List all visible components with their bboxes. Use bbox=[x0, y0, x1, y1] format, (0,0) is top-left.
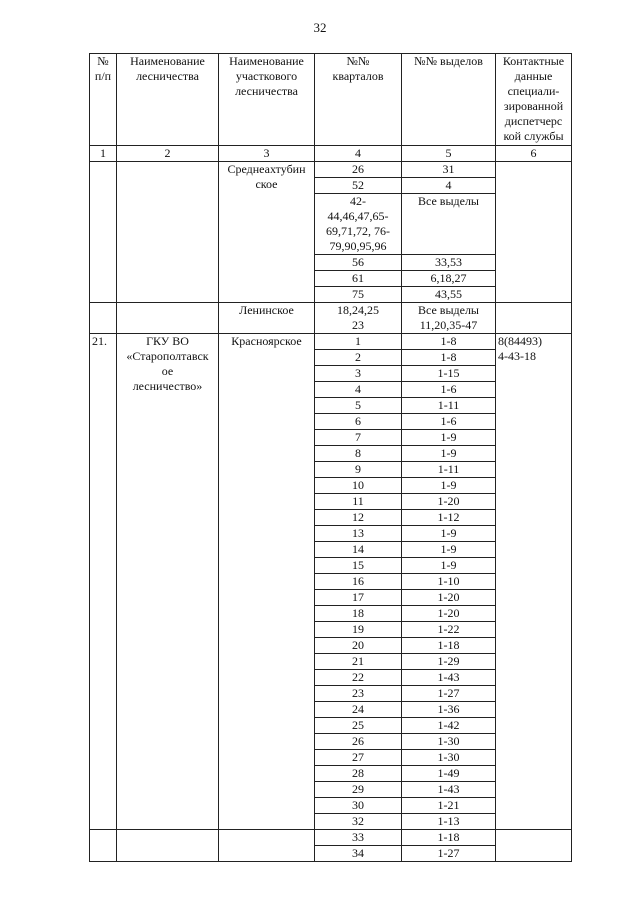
row-number-cell: 21. bbox=[90, 334, 117, 830]
plots-cell: 43,55 bbox=[402, 287, 496, 303]
quarters-cell: 9 bbox=[315, 462, 402, 478]
quarters-cell: 11 bbox=[315, 494, 402, 510]
quarters-cell: 30 bbox=[315, 798, 402, 814]
plots-cell: 1-22 bbox=[402, 622, 496, 638]
plots-cell: 1-27 bbox=[402, 686, 496, 702]
table-row bbox=[90, 334, 572, 350]
quarters-cell: 15 bbox=[315, 558, 402, 574]
forestry-cell: ГКУ ВО «Старополтавск ое лесничество» bbox=[117, 334, 219, 830]
quarters-cell: 25 bbox=[315, 718, 402, 734]
plots-cell: 1-18 bbox=[402, 638, 496, 654]
quarters-cell: 7 bbox=[315, 430, 402, 446]
plots-cell: 1-18 bbox=[402, 830, 496, 846]
quarters-cell: 19 bbox=[315, 622, 402, 638]
quarters-cell: 26 bbox=[315, 162, 402, 178]
quarters-cell: 14 bbox=[315, 542, 402, 558]
forestry-cell bbox=[117, 303, 219, 334]
plots-cell: 1-9 bbox=[402, 542, 496, 558]
forestry-table bbox=[89, 53, 572, 862]
quarters-cell: 4 bbox=[315, 382, 402, 398]
quarters-cell: 17 bbox=[315, 590, 402, 606]
plots-cell: Все выделы 11,20,35-47 bbox=[402, 303, 496, 334]
quarters-cell: 42- 44,46,47,65- 69,71,72, 76- 79,90,95,96 bbox=[315, 194, 402, 255]
quarters-cell: 13 bbox=[315, 526, 402, 542]
plots-cell: 1-20 bbox=[402, 590, 496, 606]
plots-cell: 1-30 bbox=[402, 734, 496, 750]
quarters-cell: 6 bbox=[315, 414, 402, 430]
plots-cell: 1-9 bbox=[402, 478, 496, 494]
contact-cell bbox=[496, 162, 572, 303]
header-cell: Наименование участкового лесничества bbox=[219, 54, 315, 146]
plots-cell: 1-43 bbox=[402, 782, 496, 798]
plots-cell: 1-11 bbox=[402, 398, 496, 414]
plots-cell: 1-8 bbox=[402, 334, 496, 350]
column-number-cell: 5 bbox=[402, 146, 496, 162]
quarters-cell: 10 bbox=[315, 478, 402, 494]
plots-cell: 33,53 bbox=[402, 255, 496, 271]
plots-cell: 1-27 bbox=[402, 846, 496, 862]
quarters-cell: 21 bbox=[315, 654, 402, 670]
plots-cell: 1-9 bbox=[402, 526, 496, 542]
header-cell: Наименование лесничества bbox=[117, 54, 219, 146]
header-cell: Контактные данные специали- зированной диспетчерс кой службы bbox=[496, 54, 572, 146]
plots-cell: 1-20 bbox=[402, 494, 496, 510]
plots-cell: 6,18,27 bbox=[402, 271, 496, 287]
quarters-cell: 1 bbox=[315, 334, 402, 350]
quarters-cell: 29 bbox=[315, 782, 402, 798]
quarters-cell: 3 bbox=[315, 366, 402, 382]
plots-cell: 1-15 bbox=[402, 366, 496, 382]
plots-cell: 4 bbox=[402, 178, 496, 194]
contact-cell: 8(84493) 4-43-18 bbox=[496, 334, 572, 830]
row-number-cell bbox=[90, 830, 117, 862]
quarters-cell: 56 bbox=[315, 255, 402, 271]
plots-cell: 1-10 bbox=[402, 574, 496, 590]
page-number: 32 bbox=[313, 20, 327, 35]
row-number-cell bbox=[90, 303, 117, 334]
table-row bbox=[90, 162, 572, 178]
header-row bbox=[90, 54, 572, 146]
contact-cell bbox=[496, 830, 572, 862]
quarters-cell: 28 bbox=[315, 766, 402, 782]
quarters-cell: 5 bbox=[315, 398, 402, 414]
quarters-cell: 12 bbox=[315, 510, 402, 526]
plots-cell: 1-36 bbox=[402, 702, 496, 718]
table-row bbox=[90, 303, 572, 334]
district-cell: Ленинское bbox=[219, 303, 315, 334]
column-number-cell: 3 bbox=[219, 146, 315, 162]
district-cell: Среднеахтубин ское bbox=[219, 162, 315, 303]
quarters-cell: 27 bbox=[315, 750, 402, 766]
plots-cell: 1-9 bbox=[402, 558, 496, 574]
quarters-cell: 33 bbox=[315, 830, 402, 846]
quarters-cell: 18,24,25 23 bbox=[315, 303, 402, 334]
district-cell bbox=[219, 830, 315, 862]
quarters-cell: 8 bbox=[315, 446, 402, 462]
quarters-cell: 23 bbox=[315, 686, 402, 702]
plots-cell: 1-6 bbox=[402, 414, 496, 430]
column-number-cell: 1 bbox=[90, 146, 117, 162]
plots-cell: 1-20 bbox=[402, 606, 496, 622]
plots-cell: 1-9 bbox=[402, 430, 496, 446]
district-cell: Красноярское bbox=[219, 334, 315, 830]
row-number-cell bbox=[90, 162, 117, 303]
column-number-cell: 2 bbox=[117, 146, 219, 162]
quarters-cell: 34 bbox=[315, 846, 402, 862]
quarters-cell: 2 bbox=[315, 350, 402, 366]
quarters-cell: 22 bbox=[315, 670, 402, 686]
quarters-cell: 16 bbox=[315, 574, 402, 590]
header-cell: № п/п bbox=[90, 54, 117, 146]
quarters-cell: 20 bbox=[315, 638, 402, 654]
header-cell: №№ кварталов bbox=[315, 54, 402, 146]
plots-cell: 1-11 bbox=[402, 462, 496, 478]
quarters-cell: 18 bbox=[315, 606, 402, 622]
plots-cell: 31 bbox=[402, 162, 496, 178]
plots-cell: 1-13 bbox=[402, 814, 496, 830]
quarters-cell: 32 bbox=[315, 814, 402, 830]
plots-cell: 1-8 bbox=[402, 350, 496, 366]
quarters-cell: 52 bbox=[315, 178, 402, 194]
forestry-cell bbox=[117, 162, 219, 303]
plots-cell: 1-42 bbox=[402, 718, 496, 734]
header-cell: №№ выделов bbox=[402, 54, 496, 146]
plots-cell: 1-21 bbox=[402, 798, 496, 814]
quarters-cell: 75 bbox=[315, 287, 402, 303]
plots-cell: 1-29 bbox=[402, 654, 496, 670]
forestry-cell bbox=[117, 830, 219, 862]
column-number-cell: 6 bbox=[496, 146, 572, 162]
contact-cell bbox=[496, 303, 572, 334]
plots-cell: 1-6 bbox=[402, 382, 496, 398]
quarters-cell: 24 bbox=[315, 702, 402, 718]
plots-cell: 1-12 bbox=[402, 510, 496, 526]
quarters-cell: 61 bbox=[315, 271, 402, 287]
quarters-cell: 26 bbox=[315, 734, 402, 750]
column-number-row bbox=[90, 146, 572, 162]
plots-cell: 1-49 bbox=[402, 766, 496, 782]
table-row bbox=[90, 830, 572, 846]
plots-cell: 1-43 bbox=[402, 670, 496, 686]
plots-cell: Все выделы bbox=[402, 194, 496, 255]
plots-cell: 1-30 bbox=[402, 750, 496, 766]
plots-cell: 1-9 bbox=[402, 446, 496, 462]
column-number-cell: 4 bbox=[315, 146, 402, 162]
